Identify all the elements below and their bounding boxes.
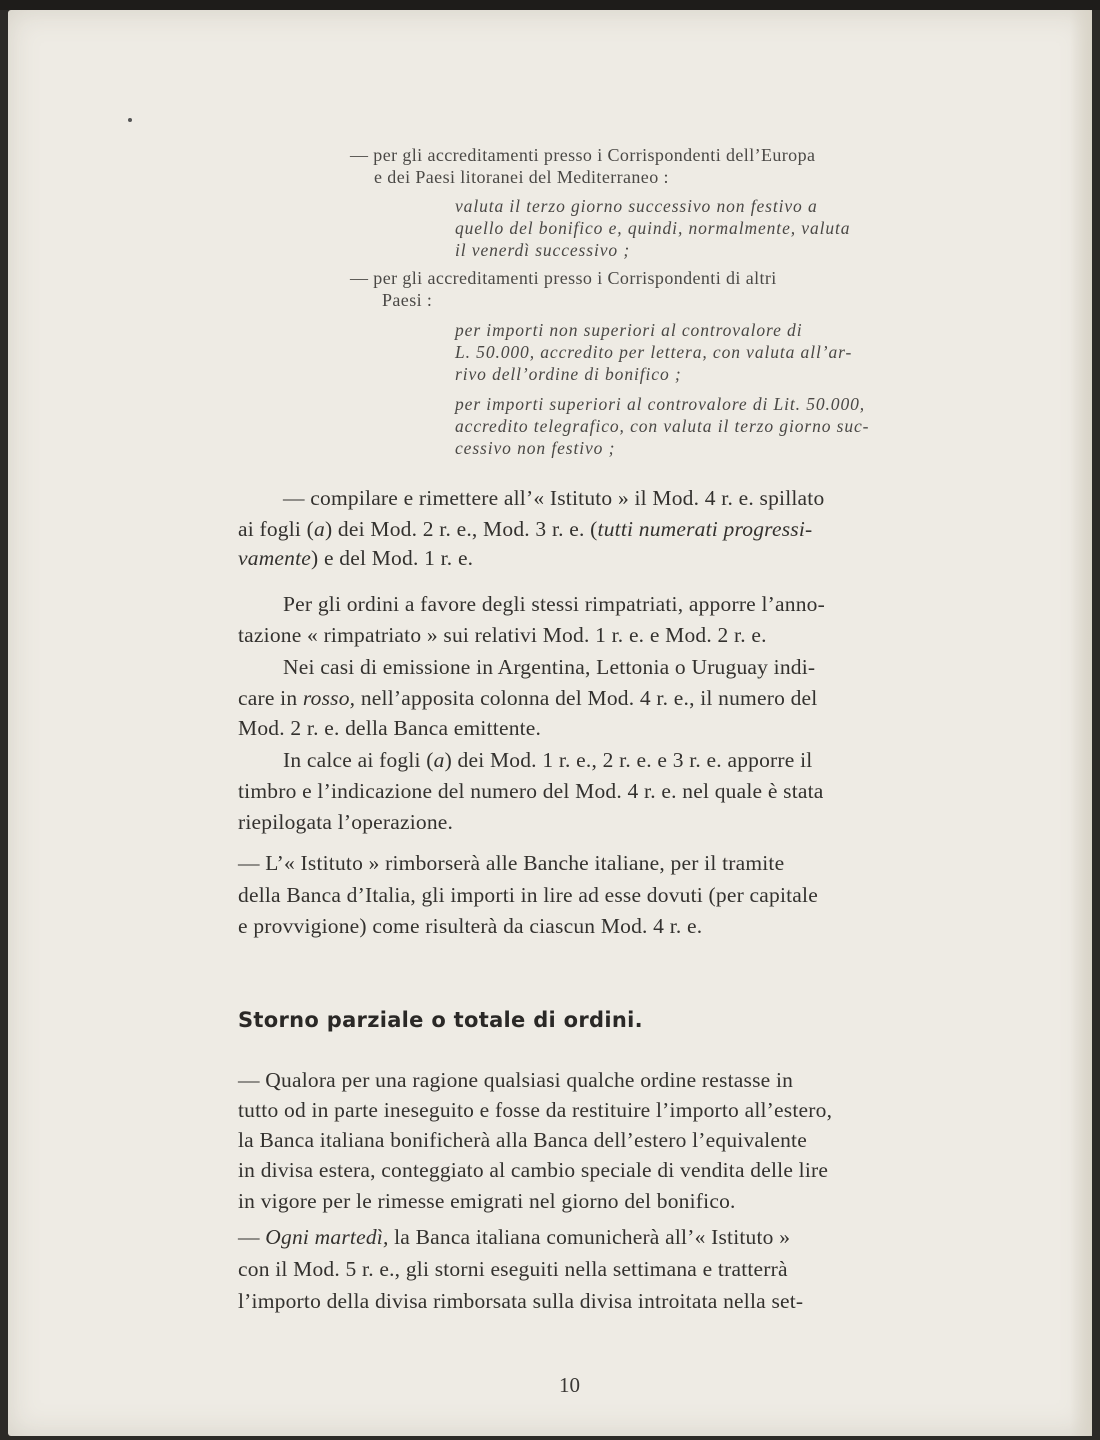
page-number: 10 xyxy=(559,1373,580,1397)
para3-line3: Mod. 2 r. e. della Banca emittente. xyxy=(238,716,542,740)
para2-line2: tazione « rimpatriato » sui relativi Mod. 1 r. e. e Mod. 2 r. e. xyxy=(238,623,767,647)
item1-value-line2: quello del bonifico e, quindi, normalmente, valuta xyxy=(455,218,851,238)
para1-line2: ai fogli (a) dei Mod. 2 r. e., Mod. 3 r. e. (tutti numerati progressi- xyxy=(238,517,813,541)
ink-spot xyxy=(128,118,132,122)
para3-line1: Nei casi di emissione in Argentina, Lettonia o Uruguay indi- xyxy=(283,655,816,679)
scan-top-edge xyxy=(0,0,1100,10)
storno-para2-line2: con il Mod. 5 r. e., gli storni eseguiti nella settimana e tratterrà xyxy=(238,1257,788,1281)
storno-para2-line3: l’importo della divisa rimborsata sulla divisa introitata nella set- xyxy=(238,1289,804,1313)
storno-para2-line1: — Ogni martedì, la Banca italiana comunicherà all’« Istituto » xyxy=(238,1225,791,1249)
para1-line3: vamente) e del Mod. 1 r. e. xyxy=(238,546,474,570)
item2-value-a-line1: per importi non superiori al controvalore di xyxy=(455,320,803,340)
item2-line1: — per gli accreditamenti presso i Corrispondenti di altri xyxy=(350,268,777,288)
para2-line1: Per gli ordini a favore degli stessi rimpatriati, apporre l’anno- xyxy=(283,592,825,616)
item1-line1: — per gli accreditamenti presso i Corrispondenti dell’Europa xyxy=(350,145,816,165)
storno-para1-line3: la Banca italiana bonificherà alla Banca dell’estero l’equivalente xyxy=(238,1128,807,1152)
para4-line2: timbro e l’indicazione del numero del Mod. 4 r. e. nel quale è stata xyxy=(238,779,824,803)
item2-value-a-line2: L. 50.000, accredito per lettera, con valuta all’ar- xyxy=(455,342,853,362)
para5-line1: — L’« Istituto » rimborserà alle Banche italiane, per il tramite xyxy=(238,851,785,875)
storno-para1-line1: — Qualora per una ragione qualsiasi qualche ordine restasse in xyxy=(238,1068,794,1092)
storno-para1-line5: in vigore per le rimesse emigrati nel giorno del bonifico. xyxy=(238,1189,736,1213)
item2-line2: Paesi : xyxy=(382,290,433,310)
item2-value-b-line3: cessivo non festivo ; xyxy=(455,438,616,458)
item1-line2: e dei Paesi litoranei del Mediterraneo : xyxy=(374,167,669,187)
item2-value-b-line2: accredito telegrafico, con valuta il terzo giorno suc- xyxy=(455,416,870,436)
para5-line2: della Banca d’Italia, gli importi in lire ad esse dovuti (per capitale xyxy=(238,883,818,907)
para1-line1: — compilare e rimettere all’« Istituto » il Mod. 4 r. e. spillato xyxy=(283,486,825,510)
item1-value-line1: valuta il terzo giorno successivo non festivo a xyxy=(455,196,818,216)
page-fold-shadow xyxy=(1070,10,1092,1436)
para5-line3: e provvigione) come risulterà da ciascun Mod. 4 r. e. xyxy=(238,914,703,938)
storno-para1-line4: in divisa estera, conteggiato al cambio speciale di vendita delle lire xyxy=(238,1158,829,1182)
section-heading: Storno parziale o totale di ordini. xyxy=(238,1008,643,1032)
item2-value-a-line3: rivo dell’ordine di bonifico ; xyxy=(455,364,682,384)
storno-para1-line2: tutto od in parte ineseguito e fosse da restituire l’importo all’estero, xyxy=(238,1098,833,1122)
item2-value-b-line1: per importi superiori al controvalore di Lit. 50.000, xyxy=(455,394,866,414)
para4-line3: riepilogata l’operazione. xyxy=(238,810,454,834)
para4-line1: In calce ai fogli (a) dei Mod. 1 r. e., 2 r. e. e 3 r. e. apporre il xyxy=(283,748,813,772)
para3-line2: care in rosso, nell’apposita colonna del Mod. 4 r. e., il numero del xyxy=(238,686,818,710)
item1-value-line3: il venerdì successivo ; xyxy=(455,240,631,260)
